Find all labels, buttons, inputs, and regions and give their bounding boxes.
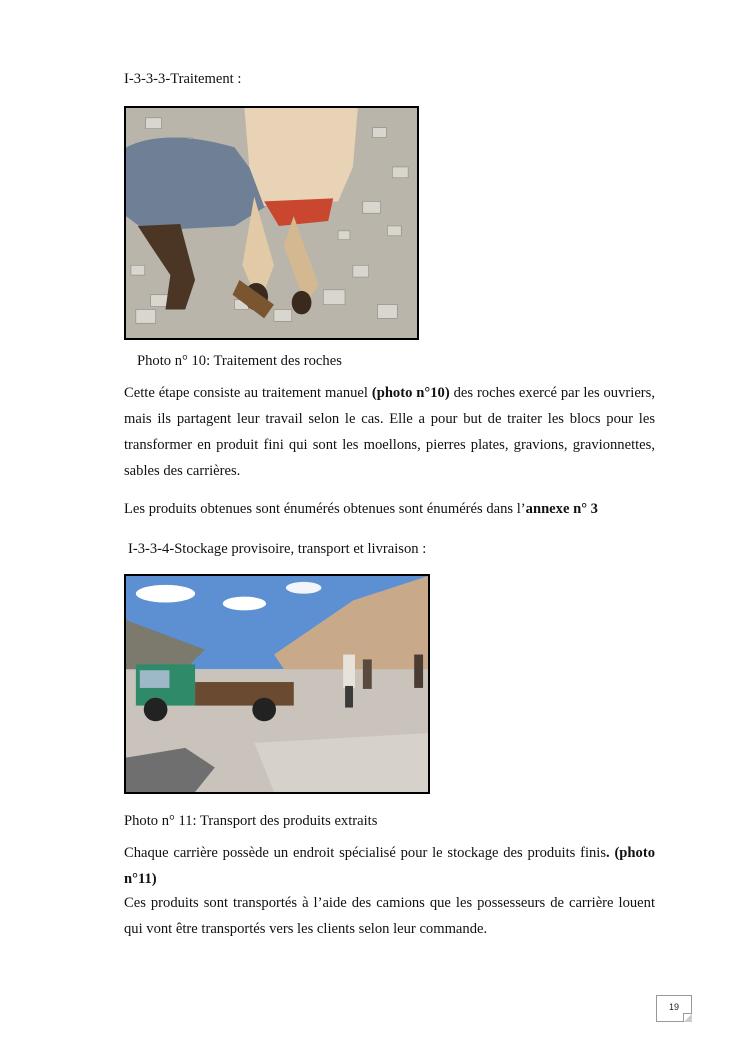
paragraph-text: Cette étape consiste au traitement manuel [124,385,372,401]
photo-transport-produits [124,574,430,794]
page-corner-fold [683,1013,692,1022]
section-heading-stockage: I-3-3-4-Stockage provisoire, transport et livraison : [128,541,427,557]
section-heading-traitement: I-3-3-3-Traitement : [124,71,242,87]
paragraph-traitement [124,380,655,484]
page-number: 19 [668,1002,679,1012]
paragraph-produits [124,496,655,522]
annex-reference: annexe n° 3 [525,501,598,517]
paragraph-text: Les produits obtenues sont énumérés obtenues sont énumérés dans l’ [124,501,526,517]
paragraph-transport: Ces produits sont transportés à l’aide des camions que les possesseurs de carrière louent qui vont être transportés vers les clients selon leur commande. [124,895,655,937]
photo-caption-11: Photo n° 11: Transport des produits extraits [124,813,378,829]
paragraph-text: des roches exercé par les ouvriers, mais ils partagent leur travail selon le cas. Elle a pour but de traiter les blocs pour les transformer en produit fini qui sont les moellons, pierres plates, gravions, gravionnettes, sables des carrières. [124,385,655,479]
paragraph-text: Chaque carrière possède un endroit spécialisé pour le stockage des produits finis [124,845,607,861]
paragraph-stockage [124,840,655,892]
photo-traitement-roches [124,106,419,340]
photo-reference-10: (photo n°10) [371,385,450,401]
photo-caption-10: Photo n° 10: Traitement des roches [137,353,342,369]
photo-reference-11: . (photo n°11) [124,845,655,887]
page-number-box [656,995,692,1022]
